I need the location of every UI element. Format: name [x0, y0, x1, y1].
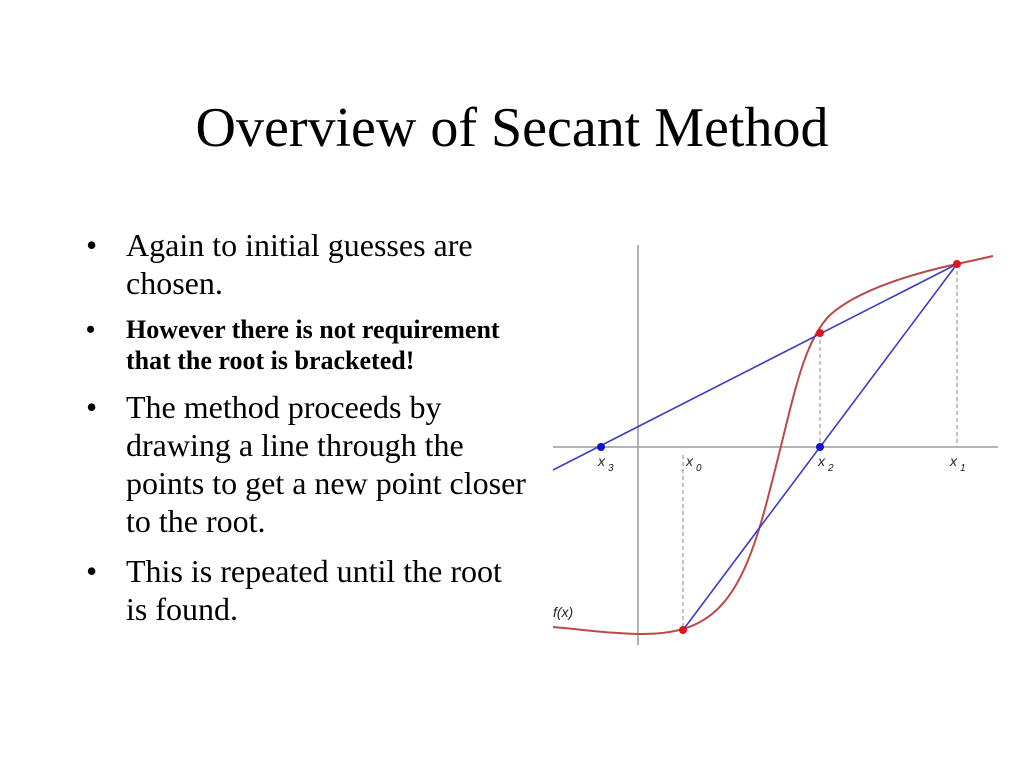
function-curve — [553, 256, 993, 634]
x3-label: x $_3$ — [598, 453, 614, 474]
bullet-item — [86, 552, 526, 628]
x2-label: x $_2$ — [818, 453, 834, 474]
point-x2-on-axis — [816, 443, 824, 451]
bullet-text: Again to initial guesses are chosen. — [126, 227, 473, 301]
bullet-text: The method proceeds by drawing a line through the points to get a new point closer to the root. — [126, 389, 526, 539]
bullet-marker: • — [86, 315, 96, 344]
bullet-item — [86, 314, 526, 376]
point-x2-on-curve — [816, 329, 824, 337]
x1-label: x $_1$ — [950, 453, 966, 474]
point-x1-on-curve — [953, 260, 961, 268]
bullet-list — [86, 226, 526, 640]
point-x3-on-axis — [597, 443, 605, 451]
slide-title: Overview of Secant Method — [195, 97, 829, 159]
bullet-marker: • — [86, 227, 98, 263]
secant-method-diagram — [545, 240, 1005, 650]
function-label: f(x) — [553, 604, 574, 620]
bullet-text: However there is not requirement that the root is bracketed! — [126, 315, 500, 375]
secant-line-x1-x2 — [553, 264, 957, 470]
point-x0-on-curve — [679, 626, 687, 634]
bullet-item — [86, 226, 526, 302]
bullet-text: This is repeated until the root is found. — [126, 553, 502, 627]
x0-label: x $_0$ — [686, 453, 702, 474]
bullet-marker: • — [86, 389, 98, 425]
bullet-item — [86, 388, 526, 540]
bullet-marker: • — [86, 553, 98, 589]
